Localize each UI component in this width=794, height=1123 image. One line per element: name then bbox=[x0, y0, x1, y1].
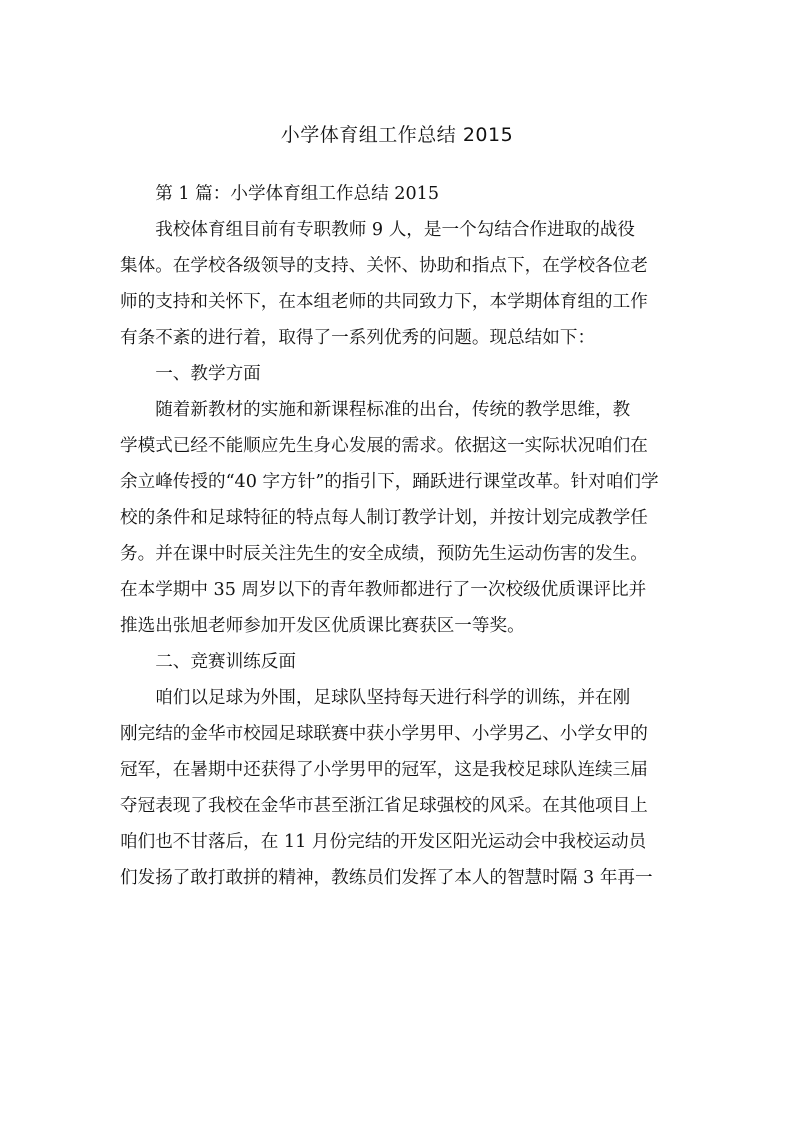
text-line: 一、教学方面 bbox=[155, 364, 261, 384]
section-heading-competition bbox=[120, 644, 692, 680]
text-line: 咱们以足球为外围，足球队坚持每天进行科学的训练，并在刚 bbox=[155, 688, 631, 708]
text-line: 务。并在课中时辰关注先生的安全成绩，预防先生运动伤害的发生。 bbox=[120, 544, 648, 564]
text-line: 随着新教材的实施和新课程标准的出台，传统的教学思维，教 bbox=[155, 400, 631, 420]
heading-line: 第 1 篇：小学体育组工作总结 2015 bbox=[155, 184, 440, 204]
text-line: 咱们也不甘落后，在 11 月份完结的开发区阳光运动会中我校运动员 bbox=[120, 832, 647, 852]
text-line: 刚完结的金华市校园足球联赛中获小学男甲、小学男乙、小学女甲的 bbox=[120, 724, 648, 744]
text-line: 我校体育组目前有专职教师 9 人，是一个勾结合作进取的战役 bbox=[155, 220, 636, 240]
paragraph-teaching bbox=[120, 392, 692, 644]
text-line: 有条不紊的进行着，取得了一系列优秀的问题。现总结如下： bbox=[120, 328, 596, 348]
text-line: 冠军，在暑期中还获得了小学男甲的冠军，这是我校足球队连续三届 bbox=[120, 760, 648, 780]
document-title: 小学体育组工作总结 2015 bbox=[280, 124, 514, 146]
paragraph-intro bbox=[120, 212, 692, 356]
section-heading-teaching bbox=[120, 356, 692, 392]
document-body bbox=[120, 176, 692, 896]
text-line: 师的支持和关怀下，在本组老师的共同致力下，本学期体育组的工作 bbox=[120, 292, 648, 312]
article-heading bbox=[120, 176, 692, 212]
text-line: 学模式已经不能顺应先生身心发展的需求。依据这一实际状况咱们在 bbox=[120, 436, 648, 456]
text-line: 在本学期中 35 周岁以下的青年教师都进行了一次校级优质课评比并 bbox=[120, 580, 647, 600]
paragraph-competition bbox=[120, 680, 692, 896]
text-line: 二、竞赛训练反面 bbox=[155, 652, 296, 672]
text-line: 校的条件和足球特征的特点每人制订教学计划，并按计划完成教学任 bbox=[120, 508, 648, 528]
text-line: 推选出张旭老师参加开发区优质课比赛获区一等奖。 bbox=[120, 616, 525, 636]
text-line: 集体。在学校各级领导的支持、关怀、协助和指点下，在学校各位老 bbox=[120, 256, 648, 276]
text-line: 余立峰传授的“40 字方针”的指引下，踊跃进行课堂改革。针对咱们学 bbox=[120, 472, 659, 492]
text-line: 夺冠表现了我校在金华市甚至浙江省足球强校的风采。在其他项目上 bbox=[120, 796, 648, 816]
text-line: 们发扬了敢打敢拼的精神，教练员们发挥了本人的智慧时隔 3 年再一 bbox=[120, 868, 653, 888]
